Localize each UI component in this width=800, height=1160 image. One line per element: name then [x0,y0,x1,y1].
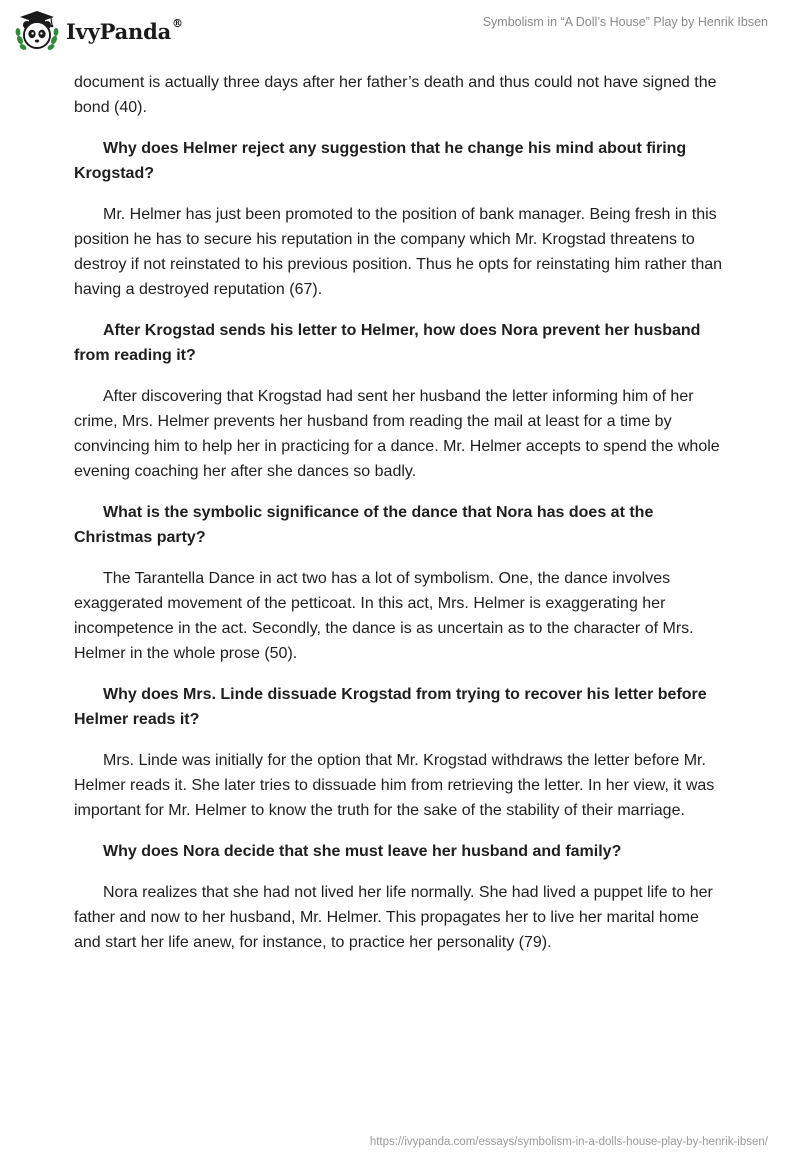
brand-name: IvyPanda® [66,16,183,44]
question-heading: After Krogstad sends his letter to Helmer, how does Nora prevent her husband from reading it? [74,322,701,364]
page-header [0,0,800,60]
answer-paragraph: After discovering that Krogstad had sent her husband the letter informing him of her crime, Mrs. Helmer prevents her husband from reading the mail at least for a time by convincing him to help her in practicing for a dance. Mr. Helmer accepts to spend the whole evening coaching her after she dances so badly. [74,388,720,480]
answer-paragraph: The Tarantella Dance in act two has a lot of symbolism. One, the dance involves exaggerated movement of the petticoat. In this act, Mrs. Helmer is exaggerating her incompetence in the act. Secondly, the dance is as uncertain as to the character of Mrs. Helmer in the whole prose (50). [74,570,694,662]
answer-paragraph: Mr. Helmer has just been promoted to the position of bank manager. Being fresh in this position he has to secure his reputation in the company which Mr. Krogstad threatens to destroy if not reinstated to his previous position. Thus he opts for reinstating him rather than having a destroyed reputation (67). [74,206,723,298]
question-heading: Why does Mrs. Linde dissuade Krogstad from trying to recover his letter before Helmer reads it? [74,686,707,728]
source-url-link[interactable]: https://ivypanda.com/essays/symbolism-in-a-dolls-house-play-by-henrik-ibsen/ [369,1136,768,1148]
ivypanda-logo[interactable] [14,10,183,52]
question-heading: Why does Nora decide that she must leave her husband and family? [103,843,622,860]
panda-logo-icon [14,10,60,52]
answer-paragraph: Mrs. Linde was initially for the option that Mr. Krogstad withdraws the letter before Mr. Helmer reads it. She later tries to dissuade him from retrieving the letter. In her view, it was important for Mr. Helmer to know the truth for the sake of the stability of their marriage. [74,752,715,819]
paragraph-continued: document is actually three days after her father’s death and thus could not have signed the bond (40). [74,74,717,116]
document-title: Symbolism in “A Doll’s House” Play by Henrik Ibsen [482,15,768,29]
answer-paragraph: Nora realizes that she had not lived her life normally. She had lived a puppet life to her father and now to her husband, Mr. Helmer. This propagates her to live her marital home and start her life anew, for instance, to practice her personality (79). [74,884,713,951]
essay-body [74,70,726,971]
question-heading: What is the symbolic significance of the dance that Nora has does at the Christmas party? [74,504,654,546]
question-heading: Why does Helmer reject any suggestion that he change his mind about firing Krogstad? [74,140,687,182]
registered-mark: ® [172,16,183,30]
